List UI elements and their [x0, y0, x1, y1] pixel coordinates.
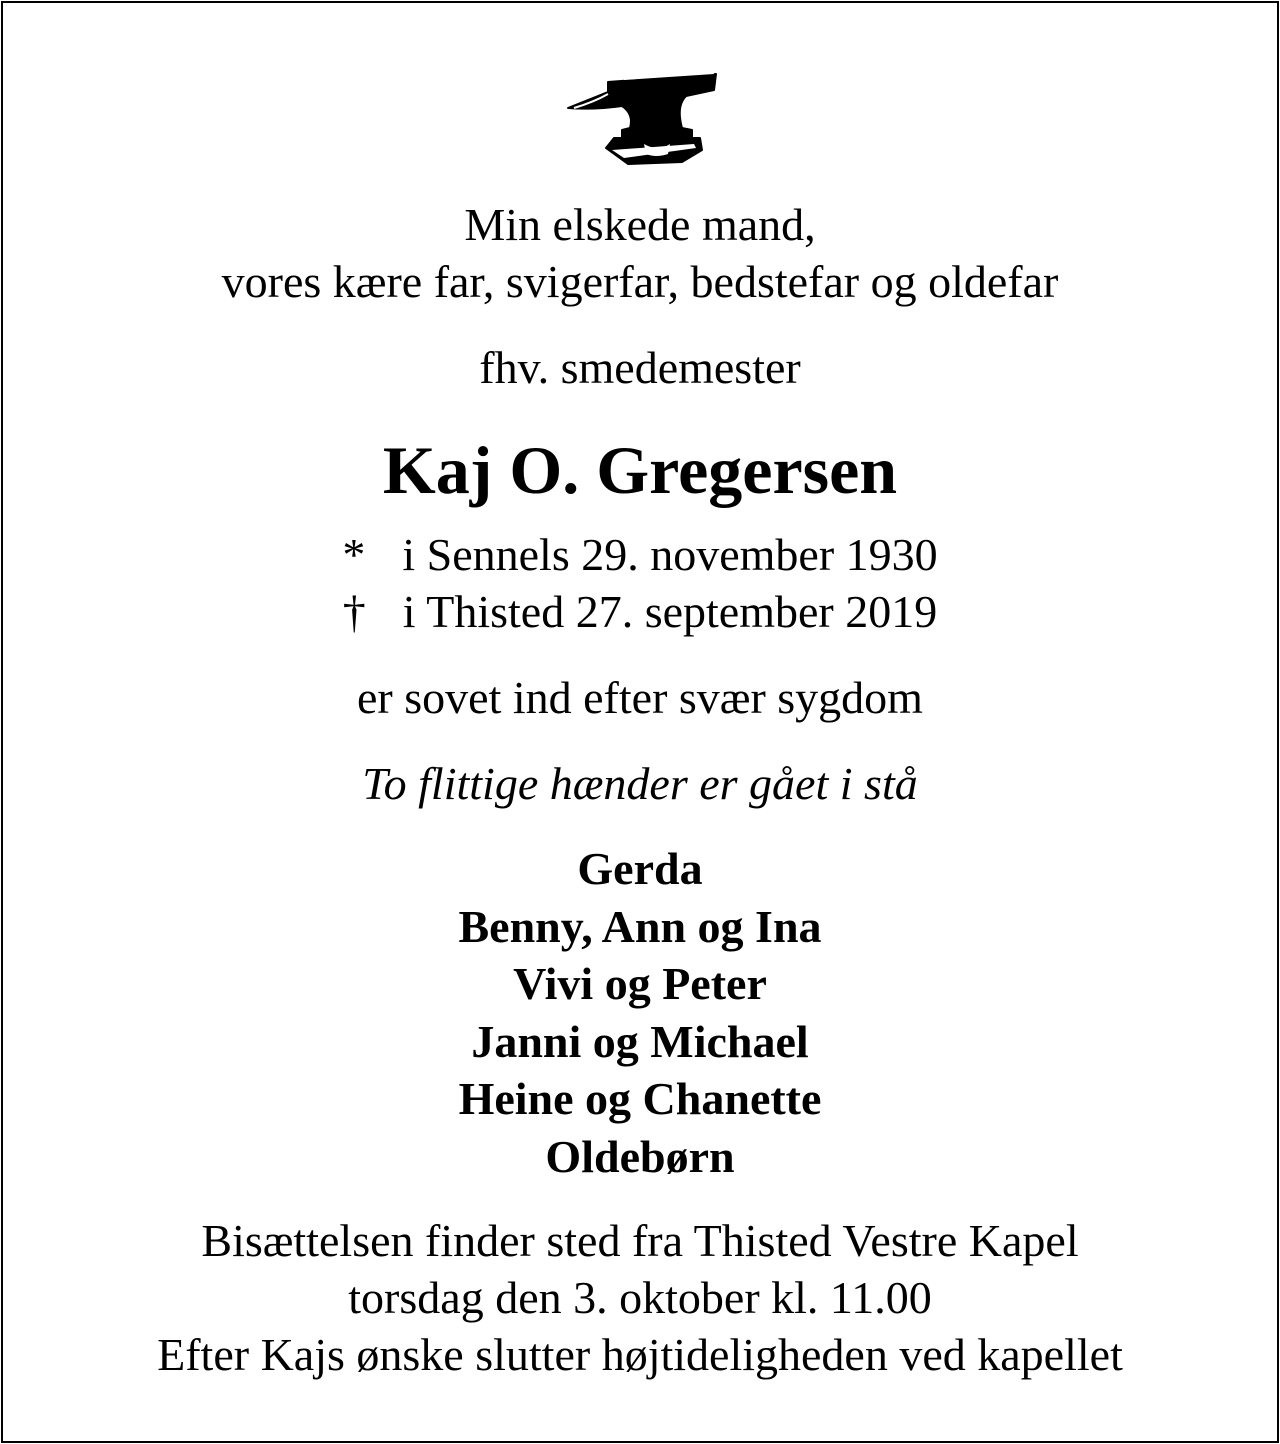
funeral-line: torsdag den 3. oktober kl. 11.00 — [348, 1272, 932, 1323]
death-symbol: † — [342, 586, 366, 637]
intro-text — [0, 196, 1280, 310]
occupation-title: fhv. smedemester — [479, 342, 801, 393]
funeral-line: Efter Kajs ønske slutter højtideligheden ved kapellet — [157, 1329, 1123, 1380]
life-dates — [0, 526, 1280, 640]
passing-note: er sovet ind efter svær sygdom — [357, 672, 923, 723]
family-member: Benny, Ann og Ina — [458, 900, 822, 952]
family-list — [0, 840, 1280, 1185]
intro-line: vores kære far, svigerfar, bedstefar og oldefar — [221, 256, 1059, 307]
anvil-icon — [564, 62, 718, 168]
memorial-quote: To flittige hænder er gået i stå — [362, 758, 918, 809]
birth-text: i Sennels 29. november 1930 — [402, 529, 938, 580]
death-text: i Thisted 27. september 2019 — [402, 586, 938, 637]
family-member: Oldebørn — [545, 1130, 735, 1182]
birth-line — [0, 526, 1280, 583]
funeral-line: Bisættelsen finder sted fra Thisted Vestre Kapel — [201, 1215, 1079, 1266]
death-line — [0, 583, 1280, 640]
family-member: Gerda — [577, 843, 703, 894]
family-member: Heine og Chanette — [458, 1073, 822, 1124]
birth-symbol: * — [342, 529, 366, 580]
family-member: Vivi og Peter — [513, 958, 767, 1009]
intro-line: Min elskede mand, — [464, 199, 816, 250]
deceased-name: Kaj O. Gregersen — [382, 432, 898, 508]
family-member: Janni og Michael — [471, 1015, 809, 1067]
funeral-details — [0, 1212, 1280, 1383]
